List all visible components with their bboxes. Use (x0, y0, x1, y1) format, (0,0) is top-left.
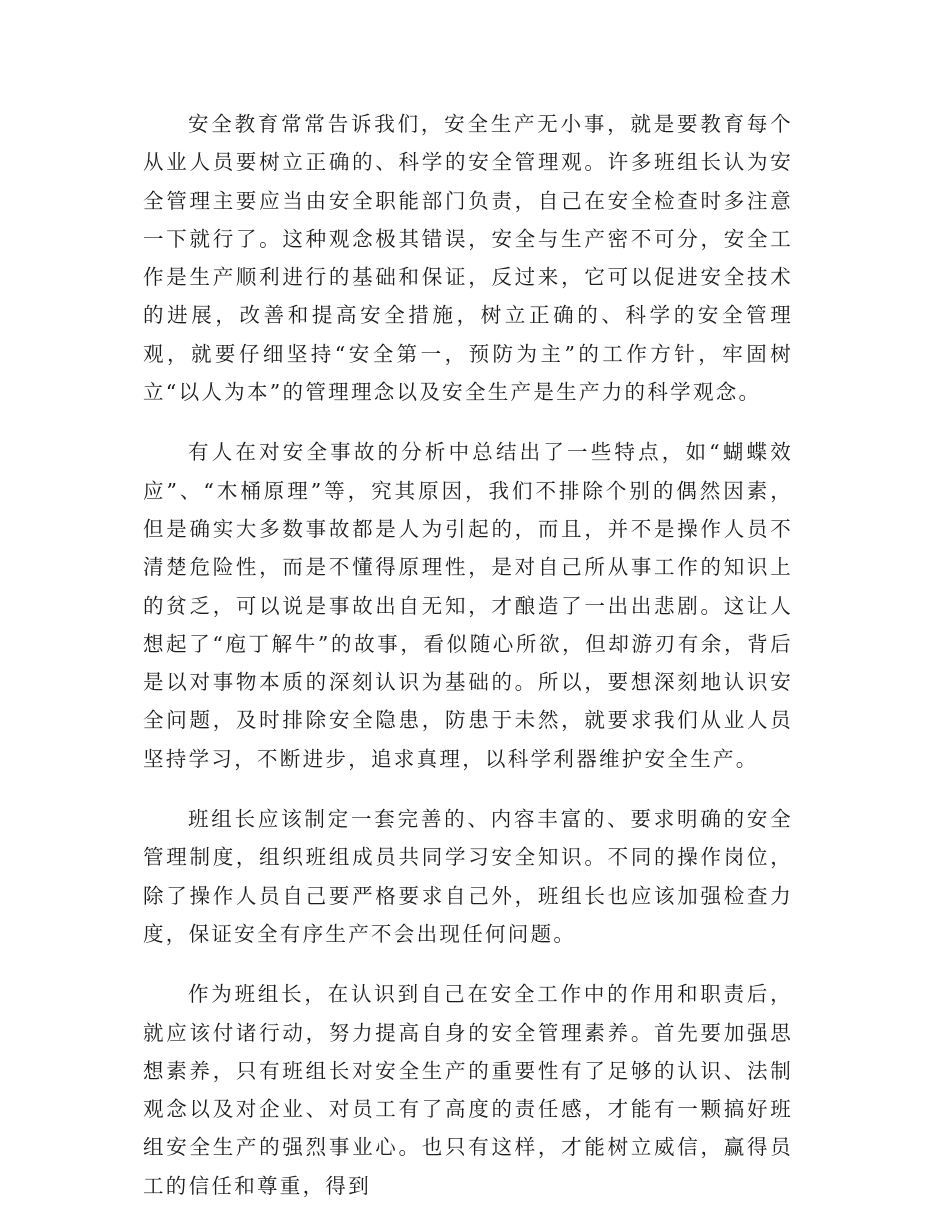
paragraph-accident-analysis: 有人在对安全事故的分析中总结出了一些特点，如“蝴蝶效应”、“木桶原理”等，究其原因，我们不排除个别的偶然因素，但是确实大多数事故都是人为引起的，而且，并不是操作人员不清楚危险性，而是不懂得原理性，是对自己所从事工作的知识上的贫乏，可以说是事故出自无知，才酿造了一出出悲剧。这让人想起了“庖丁解牛”的故事，看似随心所欲，但却游刃有余，背后是以对事物本质的深刻认识为基础的。所以，要想深刻地认识安全问题，及时排除安全隐患，防患于未然，就要求我们从业人员坚持学习，不断进步，追求真理，以科学利器维护安全生产。 (143, 440, 793, 771)
paragraph-safety-education: 安全教育常常告诉我们，安全生产无小事，就是要教育每个从业人员要树立正确的、科学的安全管理观。许多班组长认为安全管理主要应当由安全职能部门负责，自己在安全检查时多注意一下就行了。这种观念极其错误，安全与生产密不可分，安全工作是生产顺利进行的基础和保证，反过来，它可以促进安全技术的进展，改善和提高安全措施，树立正确的、科学的安全管理观，就要仔细坚持“安全第一，预防为主”的工作方针，牢固树立“以人为本”的管理理念以及安全生产是生产力的科学观念。 (143, 112, 793, 405)
paragraph-management-system: 班组长应该制定一套完善的、内容丰富的、要求明确的安全管理制度，组织班组成员共同学习安全知识。不同的操作岗位，除了操作人员自己要严格要求自己外，班组长也应该加强检查力度，保证安全有序生产不会出现任何问题。 (143, 807, 793, 946)
paragraph-team-leader-role: 作为班组长，在认识到自己在安全工作中的作用和职责后，就应该付诸行动，努力提高自身的安全管理素养。首先要加强思想素养，只有班组长对安全生产的重要性有了足够的认识、法制观念以及对企业、对员工有了高度的责任感，才能有一颗搞好班组安全生产的强烈事业心。也只有这样，才能树立威信，赢得员工的信任和尊重，得到 (143, 982, 793, 1198)
document-body (143, 105, 793, 1205)
